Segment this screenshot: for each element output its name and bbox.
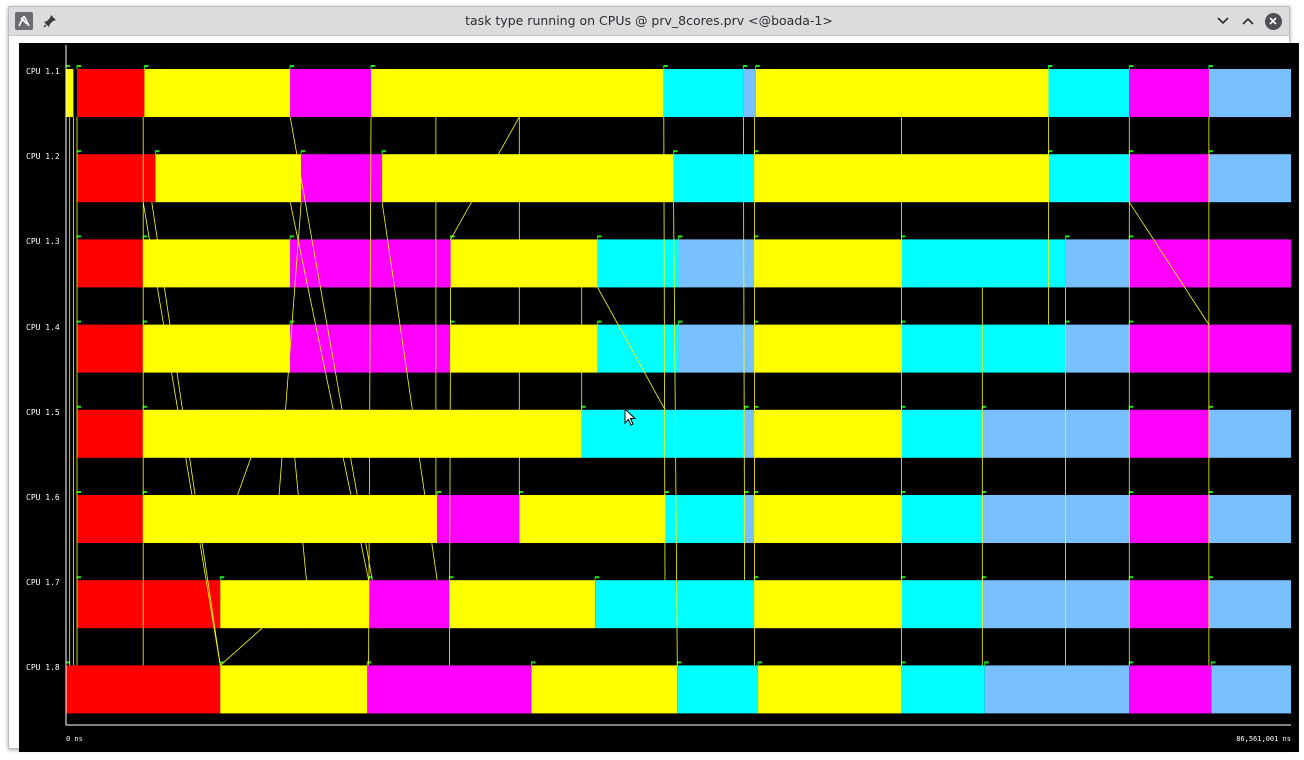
row-label-cpu: CPU 1.2 [26, 152, 60, 162]
event-flag [756, 65, 760, 67]
task-burst-magenta [1129, 69, 1209, 117]
task-burst-cyan [677, 665, 758, 713]
event-flag [532, 661, 536, 663]
event-flag [155, 150, 159, 152]
task-burst-yellow [143, 495, 437, 543]
task-burst-lightblue [982, 410, 1129, 458]
event-flag [220, 576, 224, 578]
event-flag [1129, 150, 1133, 152]
event-flag [679, 321, 683, 323]
event-flag [451, 321, 455, 323]
timeline-view[interactable] [19, 43, 1299, 752]
task-burst-yellow [755, 410, 902, 458]
event-flag [758, 661, 762, 663]
task-burst-cyan [902, 239, 1066, 287]
communication-line [220, 628, 262, 665]
task-burst-yellow [144, 69, 290, 117]
event-flag [665, 491, 669, 493]
task-burst-yellow [66, 69, 73, 117]
task-burst-yellow [371, 69, 664, 117]
event-flag [1048, 65, 1052, 67]
event-flag [743, 65, 747, 67]
task-burst-magenta [369, 580, 450, 628]
task-burst-yellow [143, 239, 290, 287]
event-flag [598, 235, 602, 237]
task-burst-magenta [1129, 325, 1291, 373]
task-burst-lightblue [679, 325, 755, 373]
task-burst-yellow [755, 495, 902, 543]
task-burst-yellow [756, 69, 1049, 117]
event-flag [1209, 491, 1213, 493]
event-flag [1209, 406, 1213, 408]
task-burst-yellow [382, 154, 674, 202]
event-flag [1211, 661, 1215, 663]
event-flag [674, 150, 678, 152]
event-flag [1209, 576, 1213, 578]
event-flag [1129, 235, 1133, 237]
event-flag [144, 65, 148, 67]
task-burst-lightblue [1209, 410, 1291, 458]
close-icon [1265, 13, 1282, 30]
task-burst-yellow [755, 580, 902, 628]
task-burst-lightblue [1209, 154, 1291, 202]
task-burst-yellow [519, 495, 665, 543]
event-flag [77, 491, 81, 493]
row-label-cpu: CPU 1.1 [26, 67, 60, 76]
task-burst-lightblue [745, 410, 755, 458]
time-start-label: 0 ns [66, 735, 83, 743]
event-flag [745, 406, 749, 408]
task-burst-lightblue [745, 495, 755, 543]
app-window [8, 6, 1290, 749]
task-burst-cyan [902, 495, 983, 543]
event-flag [754, 491, 758, 493]
task-burst-cyan [902, 580, 983, 628]
task-burst-yellow [755, 325, 902, 373]
event-flag [754, 235, 758, 237]
task-burst-magenta [1129, 580, 1209, 628]
event-flag [745, 491, 749, 493]
task-burst-lightblue [985, 665, 1130, 713]
event-flag [982, 491, 986, 493]
event-flag [143, 321, 147, 323]
task-burst-cyan [665, 495, 745, 543]
task-burst-cyan [664, 69, 744, 117]
task-burst-magenta [1129, 154, 1209, 202]
task-burst-red [77, 239, 143, 287]
event-flag [77, 65, 81, 67]
task-burst-red [77, 580, 220, 628]
event-flag [143, 235, 147, 237]
task-burst-magenta [1129, 410, 1209, 458]
event-flag [519, 491, 523, 493]
task-burst-cyan [582, 410, 745, 458]
task-burst-red [77, 495, 143, 543]
event-flag [1048, 150, 1052, 152]
event-flag [901, 235, 905, 237]
task-burst-red [77, 154, 155, 202]
event-flag [77, 321, 81, 323]
event-flag [371, 65, 375, 67]
event-flag [901, 491, 905, 493]
task-burst-lightblue [982, 580, 1129, 628]
task-burst-red [77, 325, 143, 373]
event-flag [1209, 65, 1213, 67]
event-flag [301, 150, 305, 152]
event-flag [1129, 65, 1133, 67]
task-burst-lightblue [982, 495, 1129, 543]
task-burst-magenta [1129, 239, 1291, 287]
task-burst-yellow [451, 325, 598, 373]
event-flag [382, 150, 386, 152]
event-flag [77, 406, 81, 408]
task-burst-lightblue [1209, 580, 1291, 628]
event-flag [982, 576, 986, 578]
task-burst-cyan [902, 410, 983, 458]
event-flag [1129, 576, 1133, 578]
window-title: task type running on CPUs @ prv_8cores.prv <@boada-1> [465, 13, 833, 28]
task-burst-cyan [595, 580, 754, 628]
timeline-canvas[interactable] [19, 43, 1299, 752]
event-flag [367, 661, 371, 663]
title-bar[interactable] [9, 7, 1289, 36]
maximize-button[interactable] [1238, 11, 1258, 31]
row-label-cpu: CPU 1.4 [26, 322, 60, 332]
task-burst-lightblue [1066, 325, 1130, 373]
event-flag [77, 150, 81, 152]
event-flag [77, 576, 81, 578]
row-label-cpu: CPU 1.5 [26, 407, 60, 417]
event-flag [77, 235, 81, 237]
row-label-cpu: CPU 1.7 [26, 578, 60, 588]
event-flag [595, 576, 599, 578]
task-burst-cyan [598, 325, 679, 373]
task-burst-lightblue [1209, 69, 1291, 117]
task-burst-yellow [155, 154, 301, 202]
task-burst-lightblue [1066, 239, 1130, 287]
task-burst-lightblue [679, 239, 755, 287]
task-burst-magenta [1129, 665, 1211, 713]
task-burst-red [66, 665, 220, 713]
task-burst-yellow [143, 325, 290, 373]
event-flag [290, 65, 294, 67]
row-label-cpu: CPU 1.3 [26, 237, 60, 247]
event-flag [143, 406, 147, 408]
event-flag [677, 661, 681, 663]
task-burst-red [77, 69, 144, 117]
close-button[interactable] [1263, 11, 1283, 31]
event-flag [901, 321, 905, 323]
row-label-cpu: CPU 1.6 [26, 493, 60, 502]
task-burst-cyan [902, 325, 1066, 373]
event-flag [143, 491, 147, 493]
mouse-pointer-icon [624, 408, 636, 430]
event-flag [982, 406, 986, 408]
task-burst-cyan [1049, 154, 1130, 202]
time-end-label: 86,561,001 ns [1236, 735, 1291, 743]
event-flag [754, 406, 758, 408]
task-burst-magenta [301, 154, 382, 202]
event-flag [66, 65, 70, 67]
event-flag [1129, 491, 1133, 493]
task-burst-yellow [451, 239, 598, 287]
task-burst-cyan [674, 154, 755, 202]
task-burst-red [77, 410, 143, 458]
task-burst-yellow [220, 665, 367, 713]
event-flag [1066, 321, 1070, 323]
event-flag [754, 576, 758, 578]
event-flag [985, 661, 989, 663]
task-burst-lightblue [1211, 665, 1291, 713]
minimize-button[interactable] [1213, 11, 1233, 31]
task-burst-magenta [290, 69, 371, 117]
event-flag [1066, 235, 1070, 237]
event-flag [290, 235, 294, 237]
task-burst-cyan [1049, 69, 1130, 117]
event-flag [664, 65, 668, 67]
event-flag [754, 150, 758, 152]
task-burst-yellow [532, 665, 678, 713]
event-flag [1129, 661, 1133, 663]
event-flag [1129, 406, 1133, 408]
task-burst-yellow [755, 239, 902, 287]
task-burst-magenta [367, 665, 531, 713]
event-flag [754, 321, 758, 323]
task-burst-cyan [598, 239, 679, 287]
event-flag [1129, 321, 1133, 323]
task-burst-lightblue [1209, 495, 1291, 543]
event-flag [901, 406, 905, 408]
event-flag [901, 576, 905, 578]
event-flag [901, 661, 905, 663]
task-burst-yellow [143, 410, 582, 458]
event-flag [1209, 150, 1213, 152]
event-flag [582, 406, 586, 408]
task-burst-cyan [902, 665, 985, 713]
task-burst-yellow [758, 665, 901, 713]
event-flag [679, 235, 683, 237]
task-burst-magenta [1129, 495, 1209, 543]
task-burst-lightblue [743, 69, 755, 117]
task-burst-yellow [449, 580, 595, 628]
row-label-cpu: CPU 1.8 [26, 663, 60, 673]
task-burst-yellow [220, 580, 368, 628]
event-flag [437, 491, 441, 493]
event-flag [598, 321, 602, 323]
